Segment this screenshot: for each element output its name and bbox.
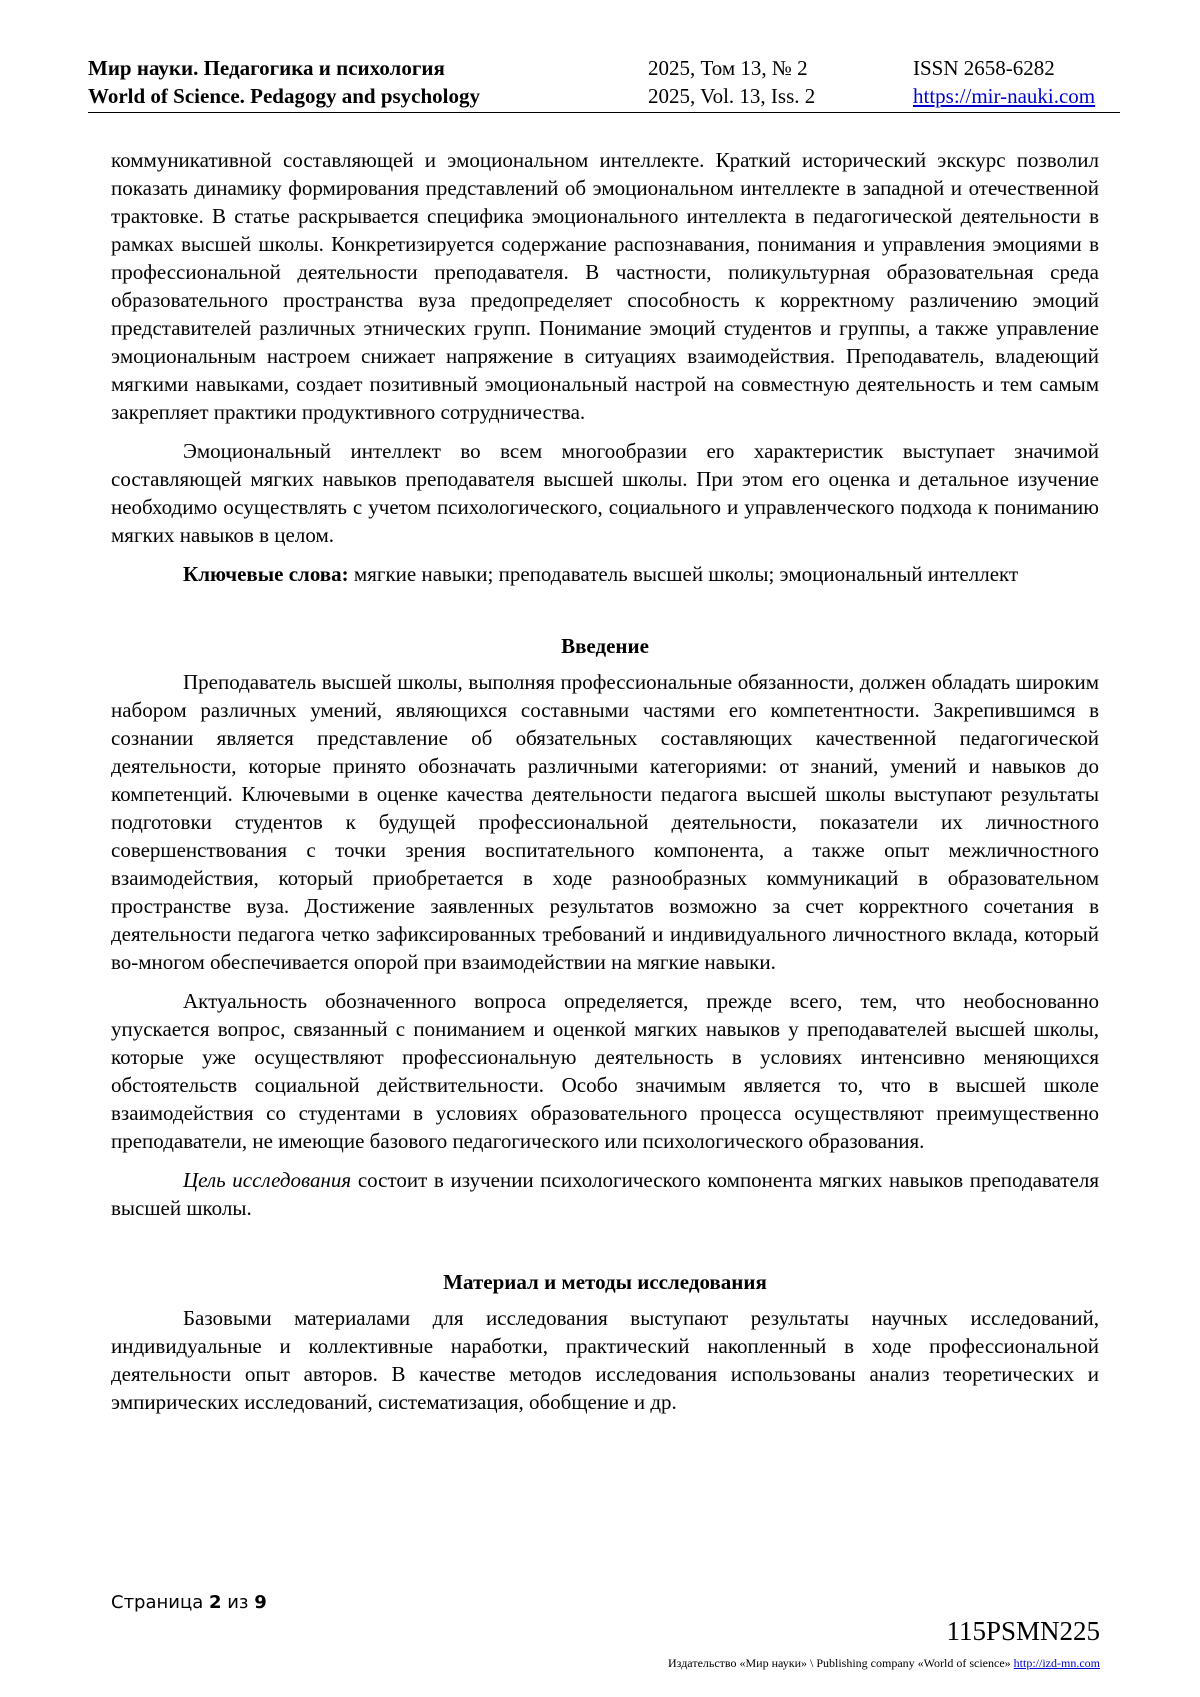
abstract-paragraph-1: коммуникативной составляющей и эмоциональном интеллекте. Краткий исторический экскурс позволил показать динамику формирования представлений об эмоциональном интеллекте в западной и отечественной трактовке. В статье раскрывается специфика эмоционального интеллекта в педагогической деятельности в рамках высшей школы. Конкретизируется содержание распознавания, понимания и управления эмоциями в профессиональной деятельности преподавателя. В частности, поликультурная образовательная среда образовательного пространства вуза предопределяет способность к корректному различению эмоций представителей различных этнических групп. Понимание эмоций студентов и группы, а также управление эмоциональным настроем снижает напряжение в ситуациях взаимодействия. Преподаватель, владеющий мягкими навыками, создает позитивный эмоциональный настрой на совместную деятельность и тем самым закрепляет практики продуктивного сотрудничества.: [111, 148, 1099, 424]
intro-paragraph-2: Актуальность обозначенного вопроса определяется, прежде всего, тем, что необоснованно упускается вопрос, связанный с пониманием и оценкой мягких навыков у преподавателей высшей школы, которые уже осуществляют профессиональную деятельность в условиях интенсивно меняющихся обстоятельств социальной действительности. Особо значимым является то, что в высшей школе взаимодействия со студентами в условиях образовательного процесса осуществляют преимущественно преподаватели, не имеющие базового педагогического или психологического образования.: [111, 989, 1099, 1153]
section-heading-methods: Материал и методы исследования: [443, 1270, 767, 1294]
page-current: 2: [208, 1592, 222, 1613]
methods-paragraph-1: Базовыми материалами для исследования выступают результаты научных исследований, индивидуальные и коллективные наработки, практический накопленный в ходе профессиональной деятельности опыт авторов. В качестве методов исследования использованы анализ теоретических и эмпирических исследований, систематизация, обобщение и др.: [111, 1306, 1099, 1414]
journal-title-block: [88, 54, 480, 110]
publisher-line: [668, 1656, 1100, 1671]
keywords-list: мягкие навыки; преподаватель высшей школы; эмоциональный интеллект: [348, 562, 1019, 586]
journal-title-ru: Мир науки. Педагогика и психология: [88, 56, 445, 80]
page-header: [88, 50, 1120, 113]
journal-title-en: World of Science. Pedagogy and psychology: [88, 84, 481, 108]
issue-ru: 2025, Том 13, № 2: [648, 56, 808, 80]
intro-paragraph-1: Преподаватель высшей школы, выполняя профессиональные обязанности, должен обладать широким набором различных умений, являющихся составными частями его компетентности. Закрепившимся в сознании является представление об обязательных составляющих качественной педагогической деятельности, которые принято обозначать различными категориями: от знаний, умений и навыков до компетенций. Ключевыми в оценке качества деятельности педагога высшей школы выступают результаты подготовки студентов к будущей профессиональной деятельности, показатели их личностного совершенствования с точки зрения воспитательного компонента, а также опыт межличностного взаимодействия, который приобретается в ходе разнообразных коммуникаций в образовательном пространстве вуза. Достижение заявленных результатов возможно за счет корректного сочетания в деятельности педагога четко зафиксированных требований и индивидуального личностного вклада, который во-многом обеспечивается опорой при взаимодействии на мягкие навыки.: [111, 670, 1099, 974]
research-goal-text: состоит в изучении психологического компонента мягких навыков преподавателя высшей школы.: [111, 1168, 1099, 1220]
page-total: 9: [254, 1592, 267, 1613]
research-goal-paragraph: [111, 1166, 1099, 1222]
abstract-paragraph-2: Эмоциональный интеллект во всем многообразии его характеристик выступает значимой составляющей мягких навыков преподавателя высшей школы. При этом его оценка и детальное изучение необходимо осуществлять с учетом психологического, социального и управленческого подхода к пониманию мягких навыков в целом.: [111, 439, 1099, 547]
article-body: [111, 146, 1099, 1427]
research-goal-label: Цель исследования: [183, 1168, 352, 1192]
page-number: [111, 1592, 267, 1613]
issn-block: [913, 54, 1095, 110]
issue-block: [648, 54, 815, 110]
page-number-mid: из: [221, 1592, 255, 1613]
publisher-name: Издательство «Мир науки» \ Publishing company «World of science»: [668, 1656, 1014, 1670]
article-code: 115PSMN225: [946, 1616, 1100, 1646]
section-heading-intro: Введение: [561, 634, 649, 658]
issn: ISSN 2658-6282: [913, 56, 1055, 80]
journal-url-link[interactable]: https://mir-nauki.com: [913, 84, 1096, 108]
keywords-label: Ключевые слова:: [183, 562, 349, 586]
page-number-prefix: Страница: [111, 1592, 209, 1613]
keywords-paragraph: [111, 560, 1099, 588]
publisher-link[interactable]: http://izd-mn.com: [1013, 1656, 1100, 1670]
issue-en: 2025, Vol. 13, Iss. 2: [648, 84, 816, 108]
